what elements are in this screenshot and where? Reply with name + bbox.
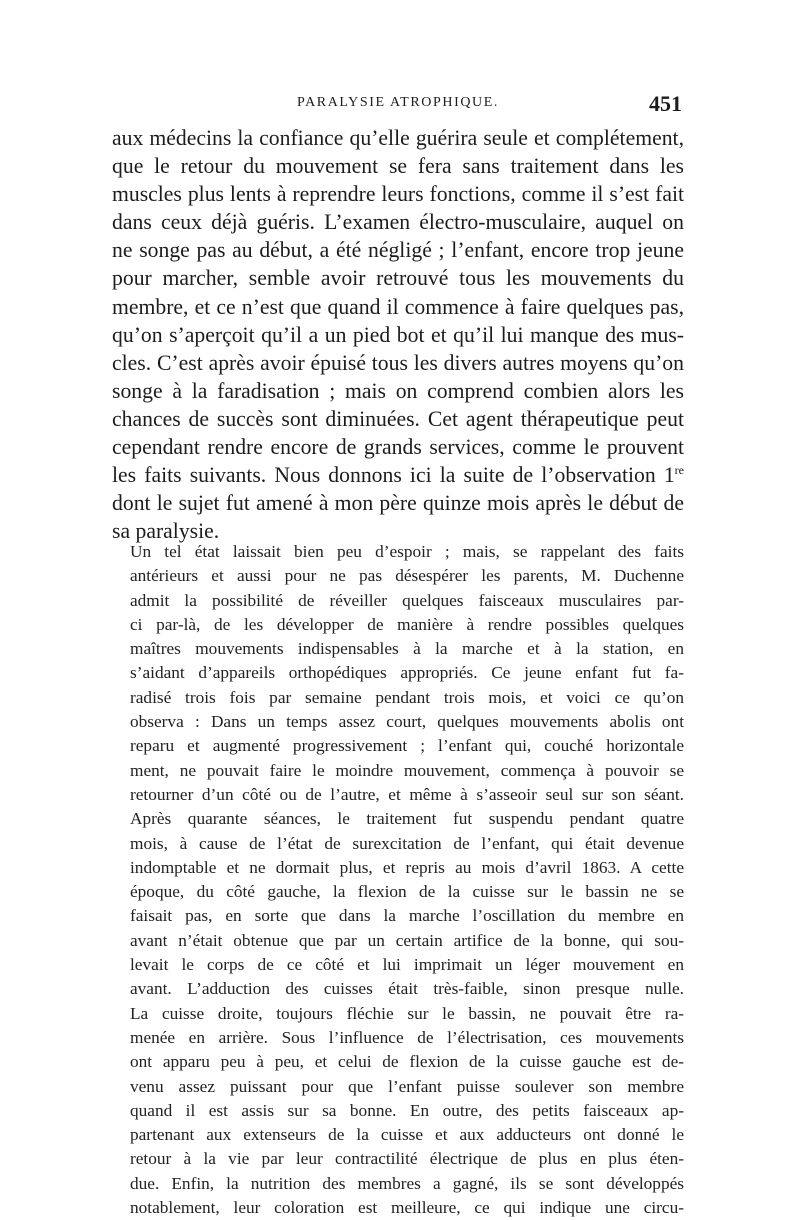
- text-line: dans ceux déjà guéris. L’examen électro-musculaire, auquel on: [112, 210, 684, 235]
- note-line: retour à la vie par leur contractilité électrique de plus en plus éten-: [130, 1149, 684, 1169]
- note-line: Après quarante séances, le traitement fut suspendu pendant quatre: [130, 809, 684, 829]
- note-line: quand il est assis sur sa bonne. En outre, des petits faisceaux ap-: [130, 1100, 684, 1120]
- text-line: dont le sujet fut amené à mon père quinze mois après le début de: [112, 491, 684, 516]
- note-line: partenant aux extenseurs de la cuisse et aux adducteurs ont donné le: [130, 1125, 684, 1145]
- ordinal-superscript: re: [674, 462, 684, 477]
- note-line: levait le corps de ce côté et lui imprimait un léger mouvement en: [130, 955, 684, 975]
- observation-paragraph-1: [112, 540, 684, 807]
- note-line: mois, à cause de l’état de surexcitation de l’enfant, qui était devenue: [130, 833, 684, 853]
- running-title: PARALYSIE ATROPHIQUE.: [296, 95, 500, 110]
- text-line: ne songe pas au début, a été négligé ; l’enfant, encore trop jeune: [112, 238, 684, 263]
- text-line-with-superscript: [112, 461, 684, 489]
- note-line: ci par-là, de les développer de manière à rendre possibles quelques: [130, 614, 684, 634]
- note-line: retourner d’un côté ou de l’autre, et même à s’asseoir seul sur son séant.: [130, 784, 684, 804]
- note-line: ment, ne pouvait faire le moindre mouvement, commença à pouvoir se: [130, 760, 684, 780]
- note-line: indomptable et ne dormait plus, et repris au mois d’avril 1863. A cette: [130, 857, 684, 877]
- note-line: radisé trois fois par semaine pendant trois mois, et voici ce qu’on: [130, 687, 684, 707]
- note-line: avant n’était obtenue que par un certain artifice de la bonne, qui sou-: [130, 930, 684, 950]
- text-line: que le retour du mouvement se fera sans traitement dans les: [112, 154, 684, 179]
- text-line: muscles plus lents à reprendre leurs fonctions, comme il s’est fait: [112, 182, 684, 207]
- note-line: époque, du côté gauche, la flexion de la cuisse sur le bassin ne se: [130, 882, 684, 902]
- note-line: menée en arrière. Sous l’influence de l’électrisation, ces mouvements: [130, 1027, 684, 1047]
- note-line: antérieurs et aussi pour ne pas désespérer les parents, M. Duchenne: [130, 566, 684, 586]
- note-line: due. Enfin, la nutrition des membres a gagné, ils se sont développés: [130, 1173, 684, 1193]
- text-line: sa paralysie.: [112, 519, 220, 544]
- text-line: pour marcher, semble avoir retrouvé tous les mouvements du: [112, 266, 684, 291]
- note-line: La cuisse droite, toujours fléchie sur le bassin, ne pouvait être ra-: [130, 1003, 684, 1023]
- note-line: Un tel état laissait bien peu d’espoir ; mais, se rappelant des faits: [130, 542, 684, 561]
- text-line: chances de succès sont diminuées. Cet agent thérapeutique peut: [112, 406, 684, 431]
- text-line: cependant rendre encore de grands services, comme le prouvent: [112, 435, 684, 460]
- running-head: [112, 93, 684, 119]
- note-line: avant. L’adduction des cuisses était très-faible, sinon presque nulle.: [130, 979, 684, 999]
- note-line: reparu et augmenté progressivement ; l’enfant qui, couché horizontale: [130, 736, 684, 756]
- note-line: maîtres mouvements indispensables à la marche et à la station, en: [130, 639, 684, 659]
- note-line: admit la possibilité de réveiller quelques faisceaux musculaires par-: [130, 590, 684, 610]
- observation-paragraph-2: [112, 807, 684, 1220]
- note-line: venu assez puissant pour que l’enfant puisse soulever son membre: [130, 1076, 684, 1096]
- page-number: 451: [649, 91, 682, 116]
- note-line: ont apparu peu à peu, et celui de flexion de la cuisse gauche est de-: [130, 1052, 684, 1072]
- text-line: cles. C’est après avoir épuisé tous les divers autres moyens qu’on: [112, 350, 684, 375]
- note-line: observa : Dans un temps assez court, quelques mouvements abolis ont: [130, 712, 684, 732]
- text-line: aux médecins la confiance qu’elle guérira seule et complétement,: [112, 126, 684, 150]
- text-line: songe à la faradisation ; mais on comprend combien alors les: [112, 378, 684, 403]
- main-paragraph: [112, 124, 684, 545]
- note-line: notablement, leur coloration est meilleure, ce qui indique une circu-: [130, 1198, 684, 1218]
- text-line: membre, et ce n’est que quand il commence à faire quelques pas,: [112, 294, 684, 319]
- note-line: faisait pas, en sorte que dans la marche l’oscillation du membre en: [130, 906, 684, 926]
- text-line: qu’on s’aperçoit qu’il a un pied bot et qu’il lui manque des mus-: [112, 322, 684, 347]
- text-line-main: les faits suivants. Nous donnons ici la suite de l’observation 1: [112, 463, 675, 488]
- note-line: s’aidant d’appareils orthopédiques appropriés. Ce jeune enfant fut fa-: [130, 663, 684, 683]
- observation-note: [112, 540, 684, 1220]
